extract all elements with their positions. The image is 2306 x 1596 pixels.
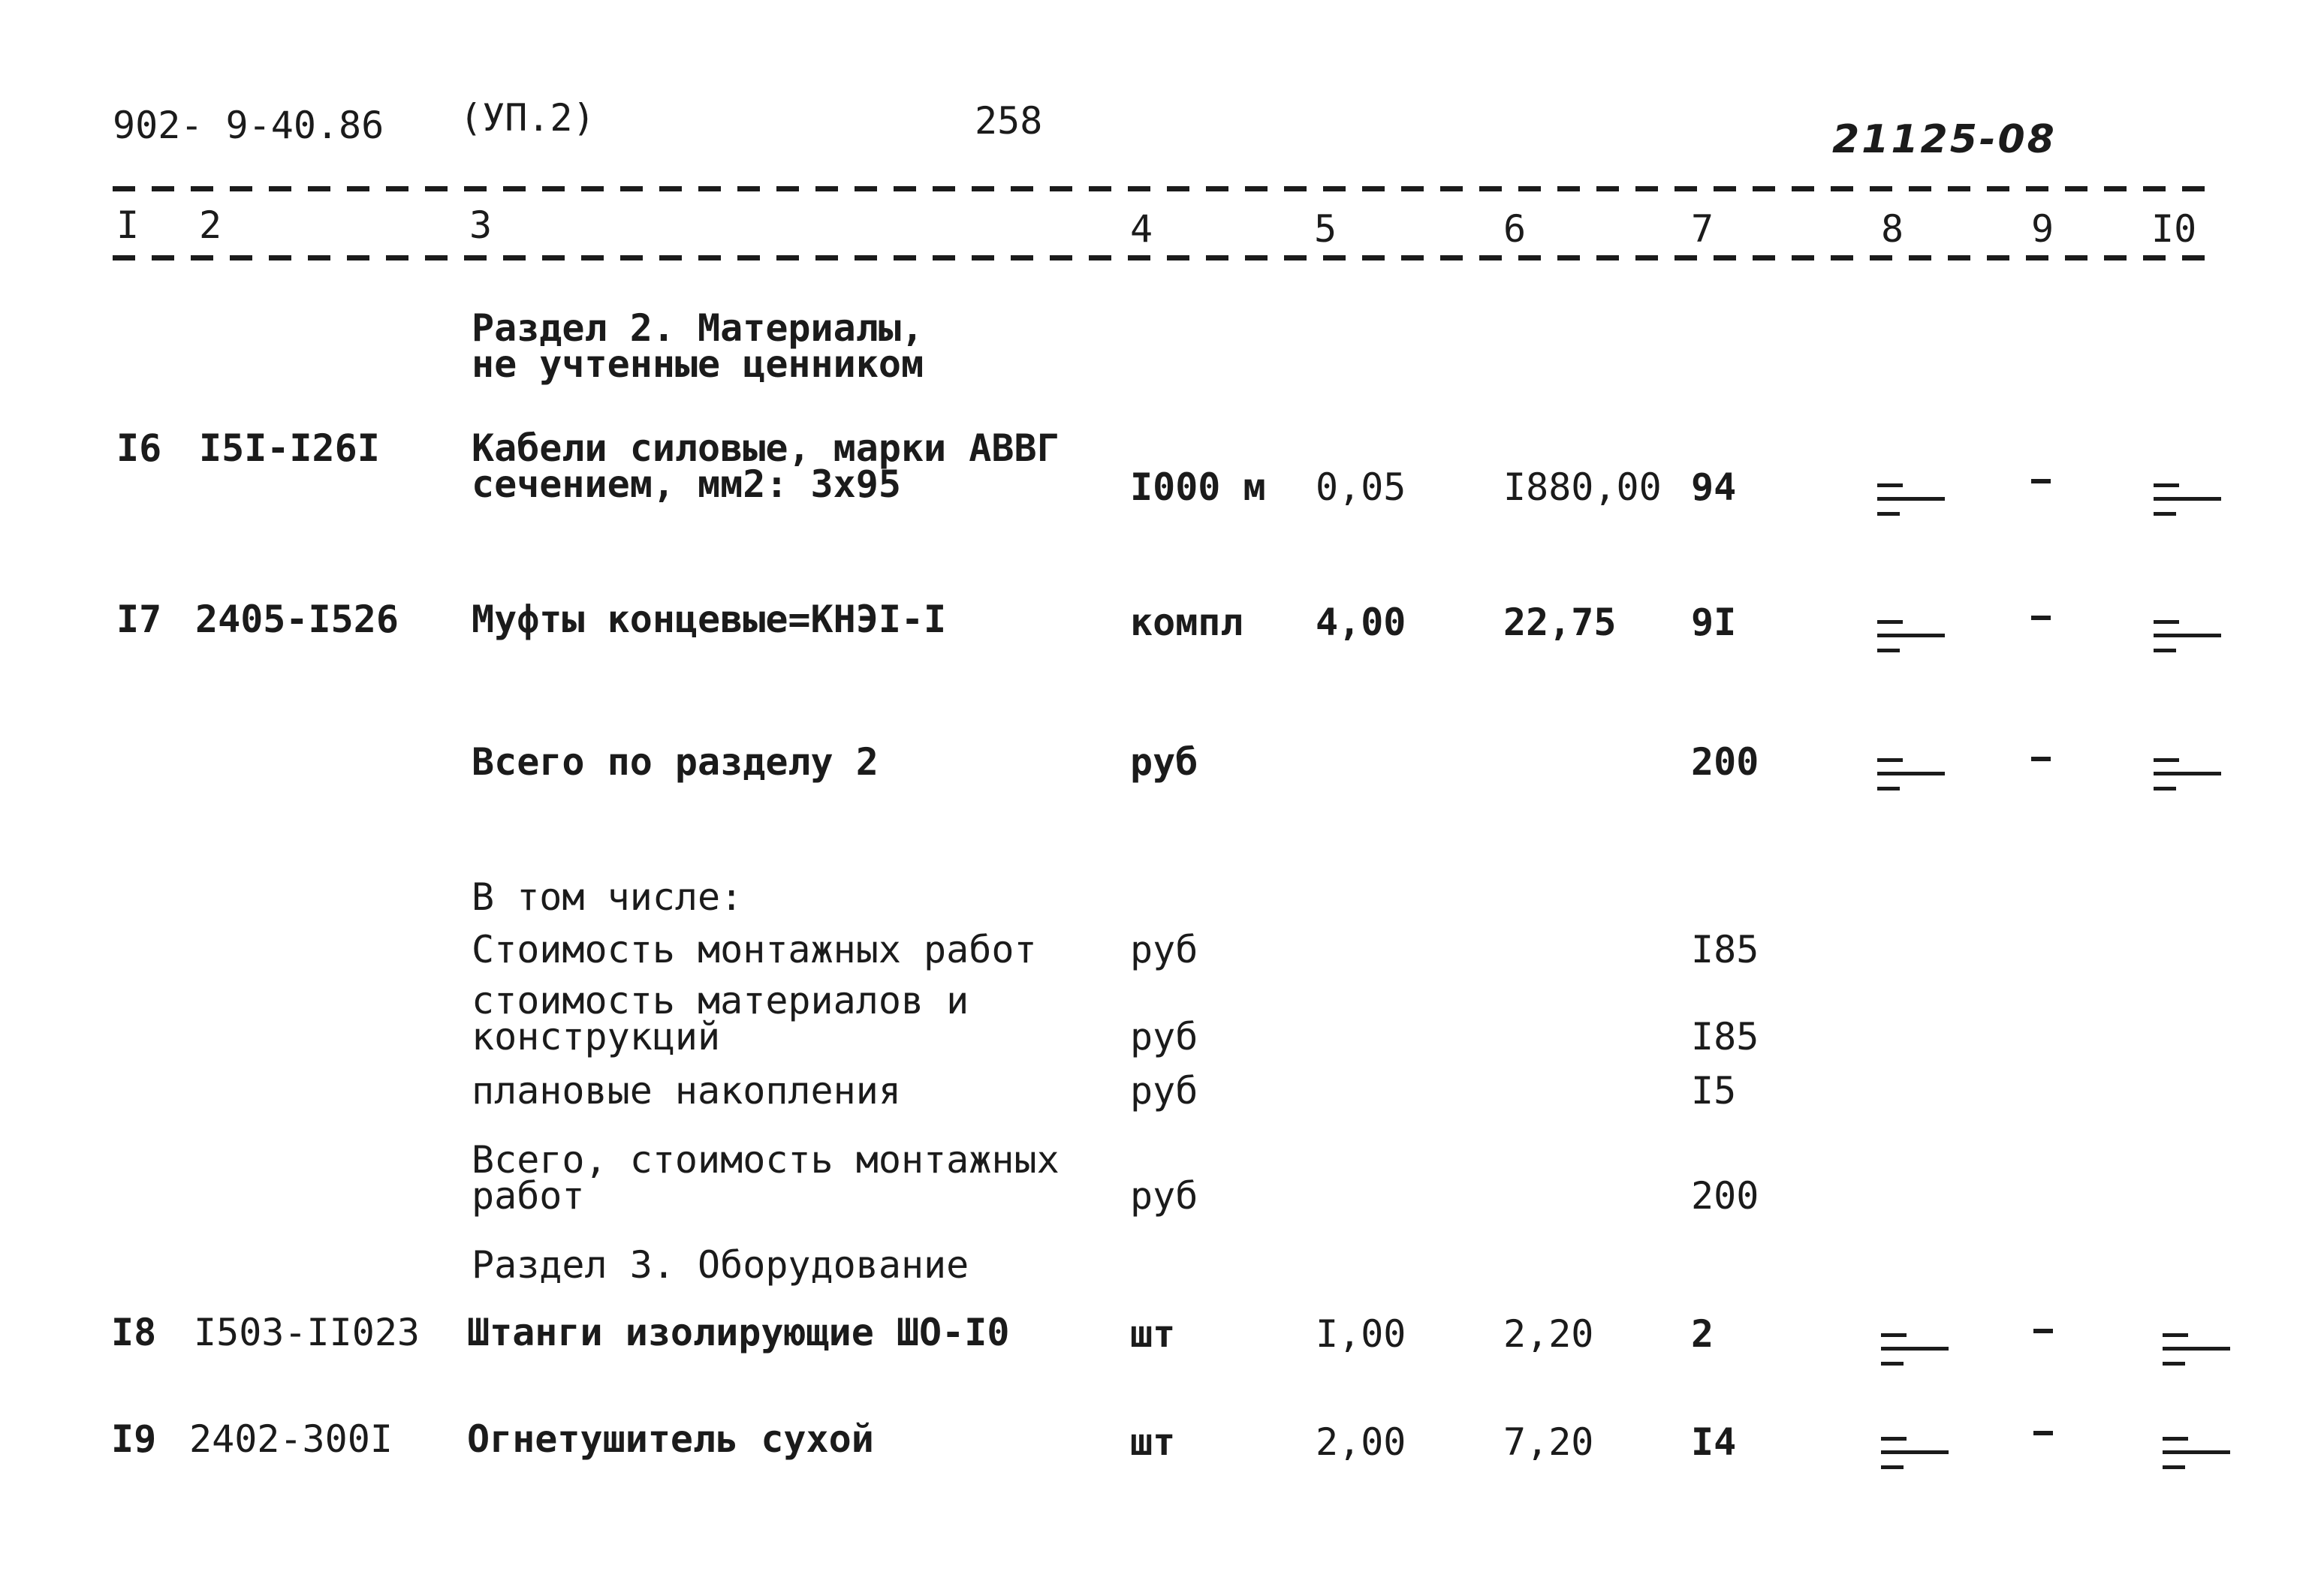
section-total-unit: руб (1130, 740, 1198, 784)
row-quantity: 4,00 (1316, 601, 1406, 644)
col-header-1: I (116, 203, 140, 247)
ditto-mark (2154, 614, 2221, 662)
header-top-rule (113, 186, 2215, 191)
row-total: 9I (1691, 601, 1737, 644)
breakdown-label-line-2: работ (472, 1174, 585, 1218)
row-code: 2402-300I (189, 1417, 393, 1461)
empty-cell-dash (2031, 616, 2051, 620)
col-header-4: 4 (1130, 207, 1153, 251)
col-header-7: 7 (1691, 207, 1714, 251)
col-header-2: 2 (199, 203, 222, 247)
ditto-mark (1877, 614, 1945, 662)
album-label: (УП.2) (460, 96, 595, 140)
row-name: Штанги изолирующие ШО-I0 (467, 1311, 1010, 1354)
ditto-mark (1877, 752, 1945, 800)
row-total: 94 (1691, 465, 1737, 509)
ditto-mark (2154, 477, 2221, 525)
col-header-8: 8 (1881, 207, 1904, 251)
row-code: I5I-I26I (199, 426, 380, 470)
breakdown-value: I85 (1691, 1015, 1759, 1058)
page-number: 258 (975, 99, 1043, 143)
row-code: 2405-I526 (195, 598, 399, 641)
breakdown-value: I5 (1691, 1069, 1737, 1113)
row-price: 2,20 (1503, 1312, 1594, 1356)
row-total: 2 (1691, 1312, 1714, 1356)
section-total-value: 200 (1691, 740, 1759, 784)
row-quantity: 0,05 (1316, 465, 1406, 509)
col-header-3: 3 (469, 203, 493, 247)
row-unit: шт (1130, 1312, 1176, 1356)
section-total-label: Всего по разделу 2 (472, 740, 879, 784)
breakdown-value: 200 (1691, 1174, 1759, 1218)
archive-number: 21125-08 (1832, 117, 2057, 162)
row-code: I503-II023 (194, 1311, 421, 1354)
section-2-subtitle: не учтенные ценником (472, 342, 924, 386)
ditto-mark (1877, 477, 1945, 525)
empty-cell-dash (2031, 479, 2051, 483)
row-number: I7 (116, 598, 162, 641)
row-name: Кабели силовые, марки АВВГ (472, 426, 1060, 470)
breakdown-unit: руб (1130, 1069, 1198, 1113)
empty-cell-dash (2031, 757, 2051, 761)
row-unit: компл (1130, 601, 1243, 644)
row-quantity: 2,00 (1316, 1420, 1406, 1464)
section-2-title: Раздел 2. Материалы, (472, 306, 924, 350)
breakdown-label: плановые накопления (472, 1069, 901, 1113)
breakdown-label: Стоимость монтажных работ (472, 928, 1037, 971)
breakdown-label: Всего, стоимость монтажных (472, 1138, 1060, 1182)
row-number: I8 (111, 1311, 157, 1354)
row-name: Огнетушитель сухой (467, 1417, 874, 1461)
ditto-mark (2154, 752, 2221, 800)
ditto-mark (1881, 1327, 1949, 1375)
row-quantity: I,00 (1316, 1312, 1406, 1356)
breakdown-label: стоимость материалов и (472, 979, 969, 1022)
ditto-mark (2163, 1431, 2230, 1479)
col-header-10: I0 (2151, 207, 2197, 251)
including-label: В том числе: (472, 875, 743, 919)
row-number: I6 (116, 426, 162, 470)
breakdown-value: I85 (1691, 928, 1759, 971)
breakdown-label-line-2: конструкций (472, 1015, 721, 1058)
document-code: 902- 9-40.86 (113, 104, 384, 147)
ditto-mark (2163, 1327, 2230, 1375)
breakdown-unit: руб (1130, 1174, 1198, 1218)
col-header-6: 6 (1503, 207, 1527, 251)
row-number: I9 (111, 1417, 157, 1461)
header-bottom-rule (113, 255, 2215, 260)
breakdown-unit: руб (1130, 1015, 1198, 1058)
row-name-line-2: сечением, мм2: 3х95 (472, 462, 901, 506)
col-header-9: 9 (2031, 207, 2054, 251)
section-3-title: Раздел 3. Оборудование (472, 1243, 969, 1287)
empty-cell-dash (2033, 1431, 2053, 1435)
row-name: Муфты концевые=КНЭI-I (472, 598, 947, 641)
row-unit: I000 м (1130, 465, 1266, 509)
empty-cell-dash (2033, 1329, 2053, 1333)
breakdown-unit: руб (1130, 928, 1198, 971)
row-unit: шт (1130, 1420, 1176, 1464)
row-price: 7,20 (1503, 1420, 1594, 1464)
ditto-mark (1881, 1431, 1949, 1479)
row-price: I880,00 (1503, 465, 1662, 509)
row-total: I4 (1691, 1420, 1737, 1464)
col-header-5: 5 (1314, 207, 1337, 251)
row-price: 22,75 (1503, 601, 1617, 644)
